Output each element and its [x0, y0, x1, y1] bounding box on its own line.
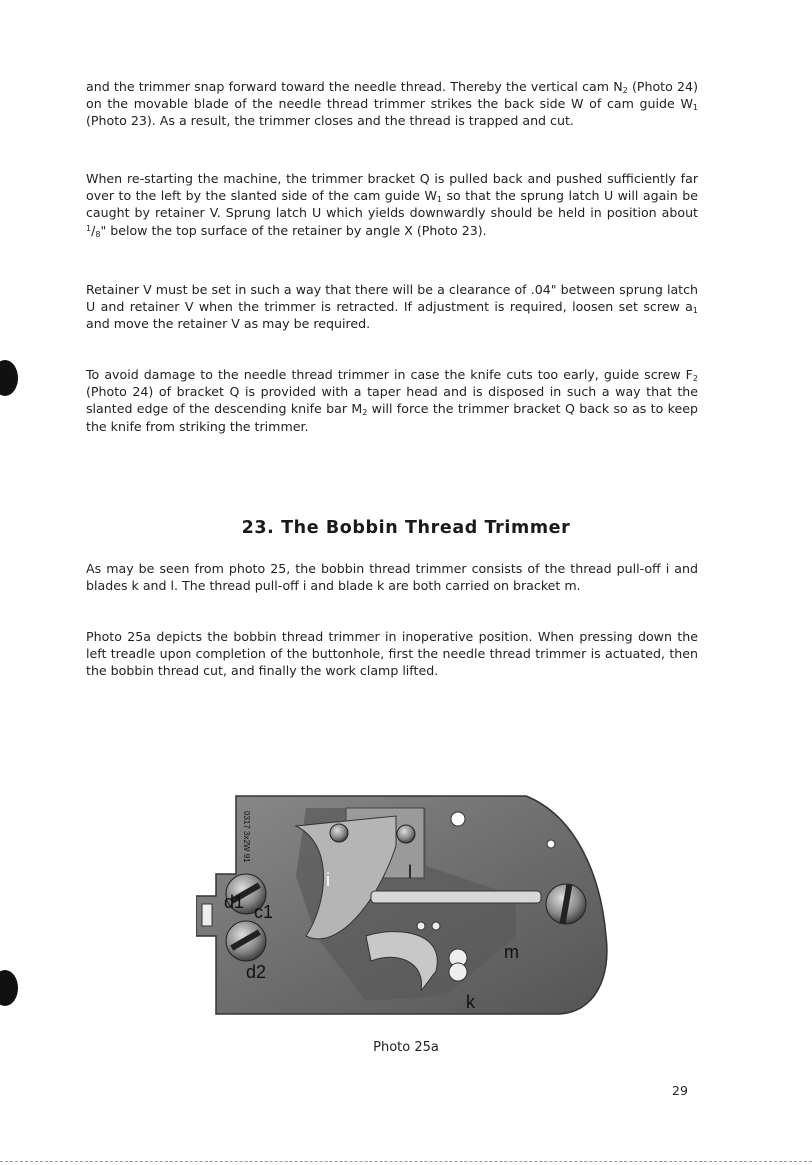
- punch-hole-bottom: [0, 970, 18, 1006]
- label-i: i: [326, 870, 330, 890]
- label-k: k: [466, 992, 475, 1012]
- screw-top-left: [330, 824, 348, 842]
- label-l: l: [408, 862, 412, 882]
- paragraph-5: As may be seen from photo 25, the bobbin thread trimmer consists of the thread pull-off i and blades k and l. The thread pull-off i and blade k are both carried on bracket m.: [86, 561, 698, 594]
- paragraph-3: Retainer V must be set in such a way that there will be a clearance of .04" between sprung latch U and retainer V when the trimmer is retracted. If adjustment is required, loosen set screw $a_1$ and move the retainer V as may be required.: [86, 282, 698, 332]
- trimmer-photo-svg: [196, 786, 616, 1018]
- screw-top-right: [397, 825, 415, 843]
- page-bottom-edge: [0, 1161, 812, 1163]
- label-d2: d2: [246, 962, 267, 982]
- paragraph-1: and the trimmer snap forward toward the needle thread. Thereby the vertical cam $N_2$ (Photo 24) on the movable blade of the needle thread trimmer strikes the back side W of cam guide $W_1$ (Photo 23). As a result, the trimmer closes and the thread is trapped and cut.: [86, 79, 698, 129]
- punch-hole-top: [0, 360, 18, 396]
- pull-off-bar: [371, 891, 541, 903]
- paragraph-6: Photo 25a depicts the bobbin thread trimmer in inoperative position. When pressing down the left treadle upon completion of the buttonhole, first the needle thread trimmer is actuated, then the bobbin thread cut, and finally the work clamp lifted.: [86, 629, 698, 679]
- label-d1: d1: [224, 892, 245, 912]
- figure-caption: Photo 25a: [373, 1040, 439, 1055]
- paragraph-4: To avoid damage to the needle thread trimmer in case the knife cuts too early, guide screw $F_2$ (Photo 24) of bracket Q is provided with a taper head and is disposed in such a way that the slanted edge of the descending knife bar $M_2$ will force the trimmer bracket Q back so as to keep the knife from striking the trimmer.: [86, 367, 698, 434]
- paragraph-2: When re-starting the machine, the trimmer bracket Q is pulled back and pushed sufficiently far over to the left by the slanted side of the cam guide $W_1$ so that the sprung latch U will again be caught by retainer V. Sprung latch U which yields downwardly should be held in position about $^1/_8$" below the top surface of the retainer by angle X (Photo 23).: [86, 171, 698, 239]
- label-m: m: [504, 942, 519, 962]
- section-heading: 23. The Bobbin Thread Trimmer: [241, 518, 571, 538]
- part-stamp: 0317 3x2W 91: [242, 811, 251, 863]
- label-c1: c1: [254, 902, 274, 922]
- photo-bobbin-thread-trimmer: [196, 786, 616, 1018]
- page-number: 29: [672, 1083, 688, 1098]
